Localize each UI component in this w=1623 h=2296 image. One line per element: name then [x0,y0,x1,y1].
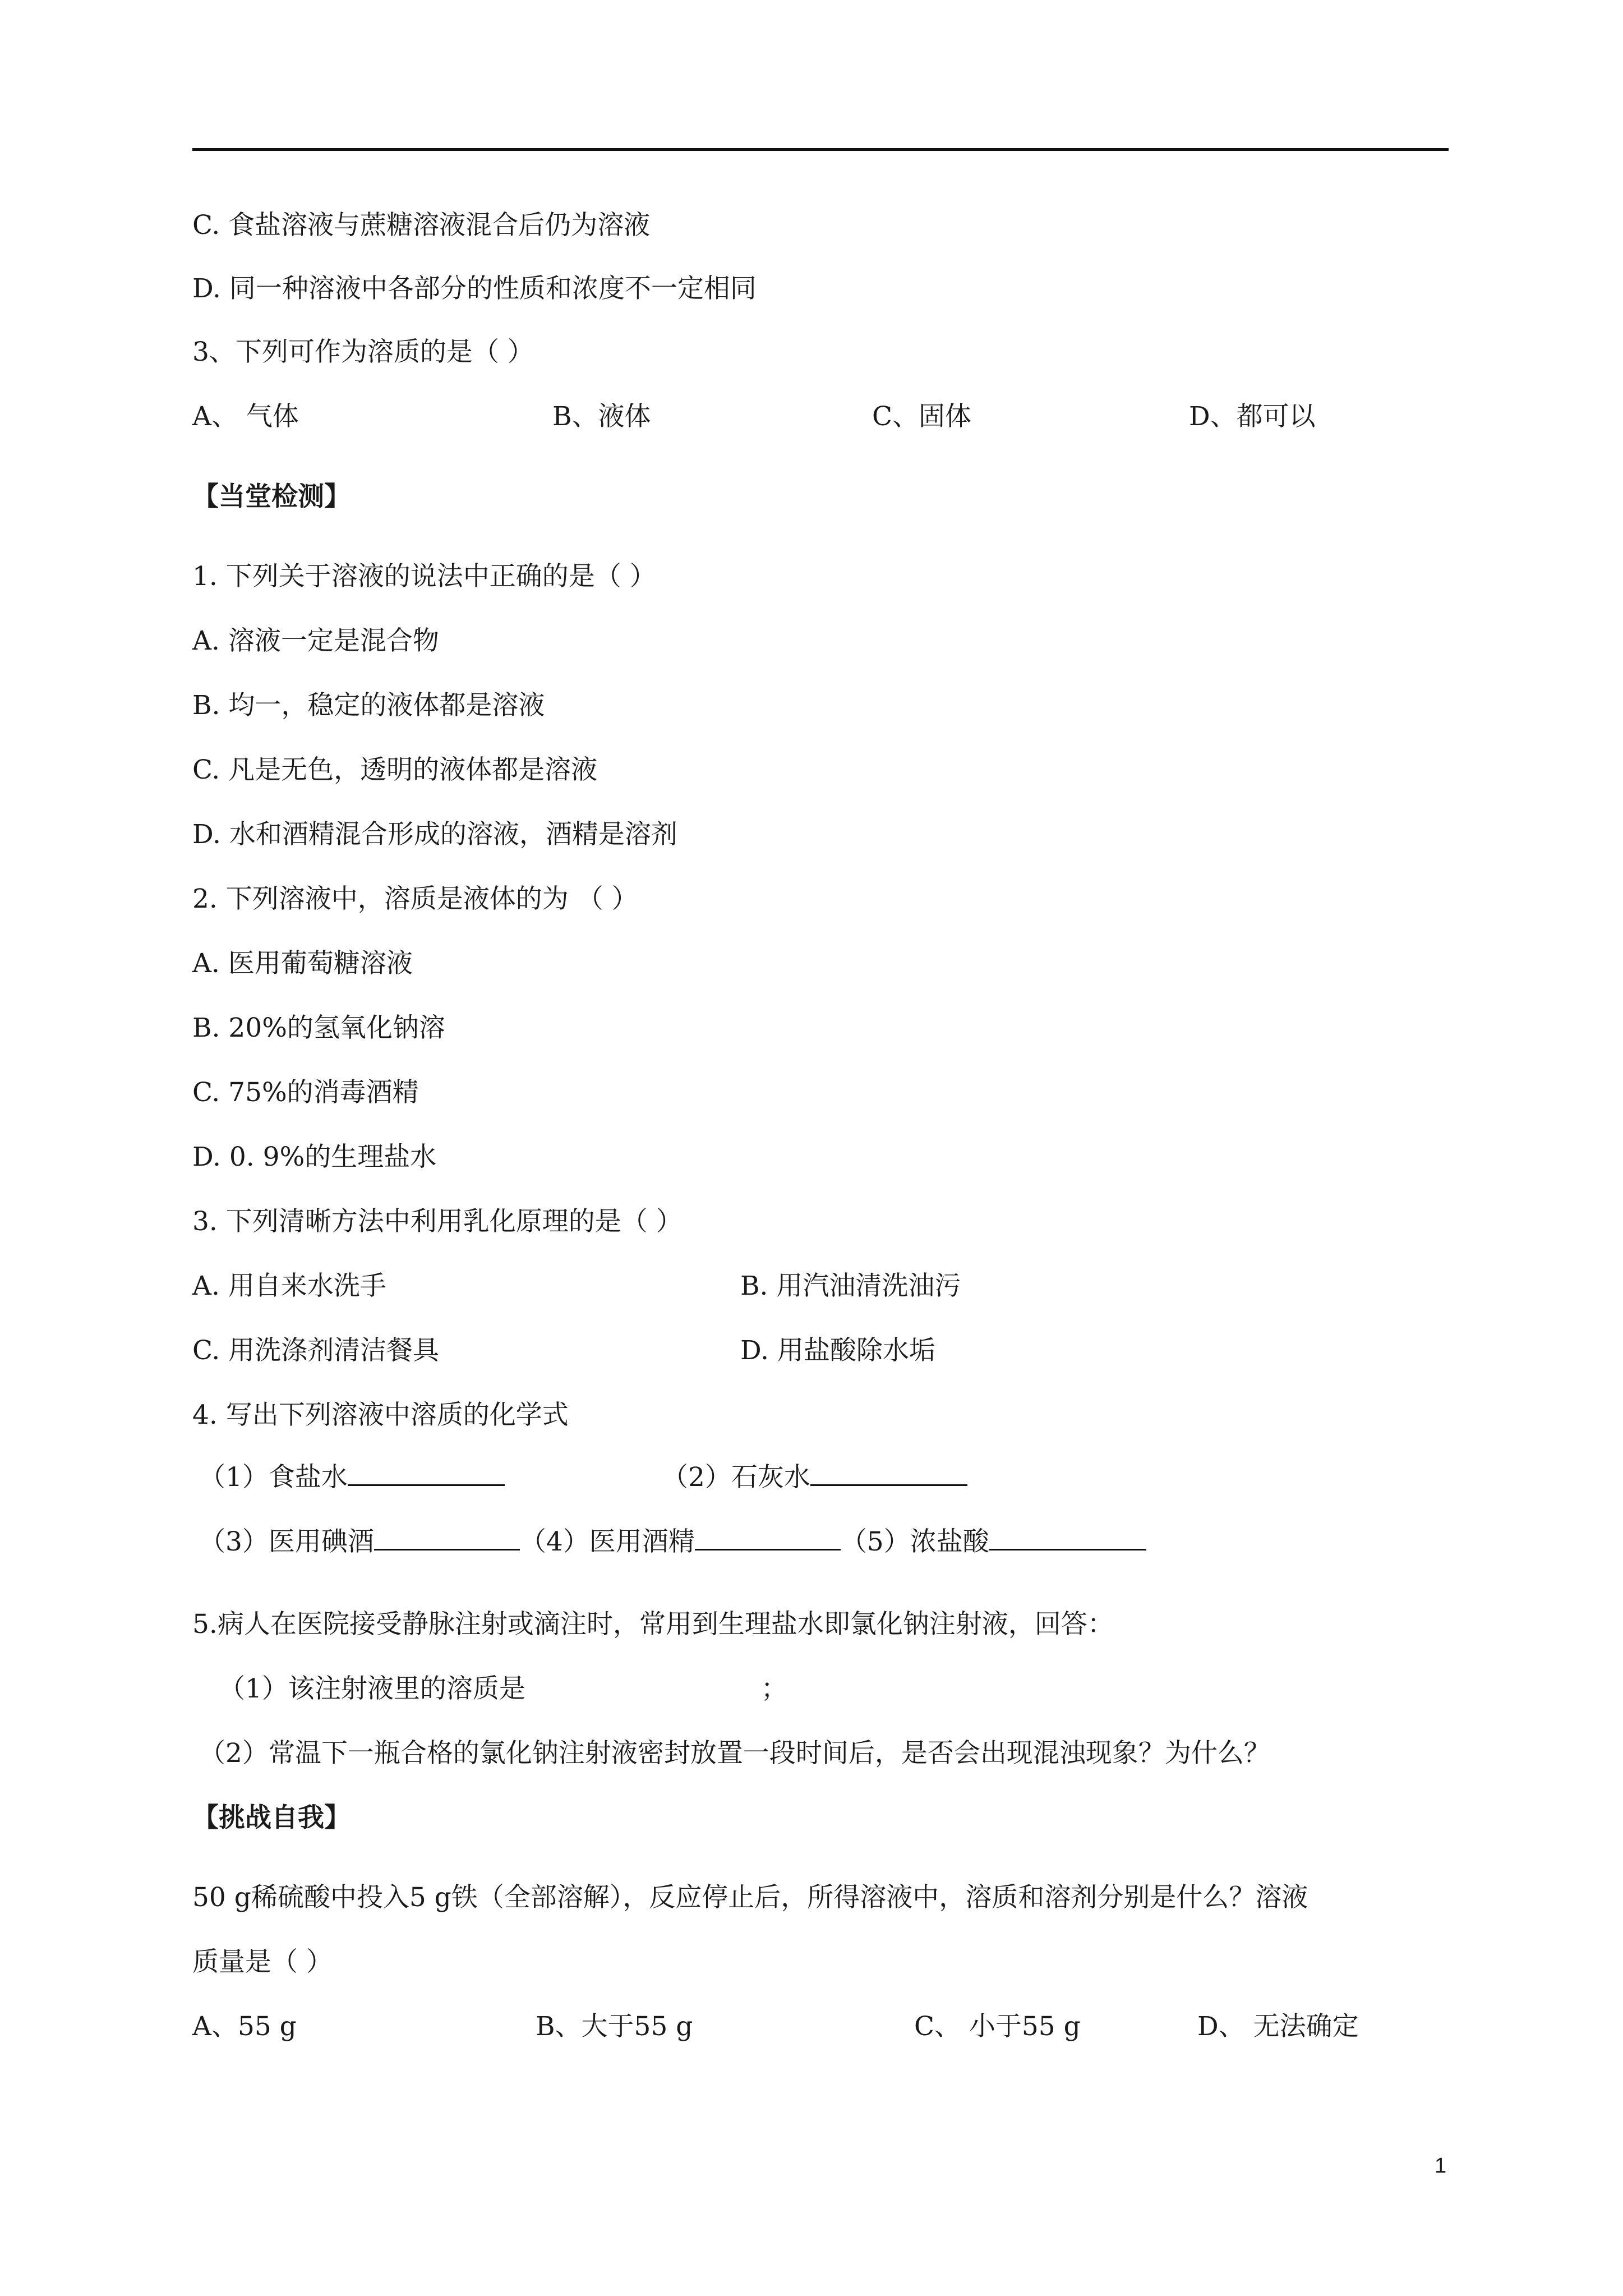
check-q5-sub1 [219,1672,787,1706]
check-q4-item-2 [662,1458,967,1494]
check-q2-d: D. 0. 9%的生理盐水 [192,1142,437,1172]
item-label: （5）浓盐酸 [840,1526,989,1557]
sub-question: （1）该注射液里的溶质是 [219,1673,525,1704]
check-q2-text: 2. 下列溶液中，溶质是液体的为 （ ） [192,884,638,914]
check-q1-text: 1. 下列关于溶液的说法中正确的是（ ） [192,561,656,592]
challenge-option-b: B、大于55 g [536,2011,693,2042]
check-q3-text: 3. 下列清晰方法中利用乳化原理的是（ ） [192,1206,683,1237]
check-q3-a: A. 用自来水洗手 [192,1271,386,1301]
check-q2-c: C. 75%的消毒酒精 [192,1077,419,1108]
check-q4-item-1 [199,1458,505,1494]
answer-blank [695,1523,841,1550]
check-q1-c: C. 凡是无色，透明的液体都是溶液 [192,754,598,785]
question-3-text: 3、下列可作为溶质的是（ ） [192,337,534,367]
punctuation: ； [760,1673,787,1704]
option-d-line: D. 同一种溶液中各部分的性质和浓度不一定相同 [192,273,757,304]
q3-option-a: A、 气体 [192,401,299,432]
check-q3-b: B. 用汽油清洗油污 [740,1271,961,1301]
check-q4-text: 4. 写出下列溶液中溶质的化学式 [192,1400,569,1430]
q3-option-b: B、液体 [552,401,651,432]
check-q2-a: A. 医用葡萄糖溶液 [192,948,413,979]
check-q1-b: B. 均一，稳定的液体都是溶液 [192,690,545,721]
check-q3-c: C. 用洗涤剂清洁餐具 [192,1335,440,1366]
challenge-option-a: A、55 g [192,2011,297,2042]
answer-blank [374,1523,520,1550]
section-heading-check: 【当堂检测】 [192,481,351,512]
q3-option-d: D、都可以 [1189,401,1316,432]
option-c-line: C. 食盐溶液与蔗糖溶液混合后仍为溶液 [192,210,651,241]
check-q5-sub2: （2）常温下一瓶合格的氯化钠注射液密封放置一段时间后，是否会出现混浊现象？为什么？ [199,1738,1270,1769]
answer-blank [810,1458,967,1486]
page-number: 1 [1435,2154,1447,2178]
item-label: （3）医用碘酒 [199,1526,374,1557]
challenge-option-d: D、 无法确定 [1197,2011,1359,2042]
challenge-text-line-2: 质量是（ ） [192,1947,333,1977]
section-heading-challenge: 【挑战自我】 [192,1802,351,1833]
item-label: （1）食盐水 [199,1462,348,1493]
check-q1-d: D. 水和酒精混合形成的溶液，酒精是溶剂 [192,819,677,850]
check-q3-d: D. 用盐酸除水垢 [740,1335,935,1366]
challenge-option-c: C、 小于55 g [914,2011,1081,2042]
item-label: （2）石灰水 [662,1462,810,1493]
answer-blank [989,1523,1146,1550]
check-q5-text: 5.病人在医院接受静脉注射或滴注时，常用到生理盐水即氯化钠注射液，回答： [192,1609,1114,1640]
header-rule [192,148,1449,151]
challenge-text-line-1: 50 g稀硫酸中投入5 g铁（全部溶解），反应停止后，所得溶液中，溶质和溶剂分别是什么？溶液 [192,1882,1308,1913]
check-q2-b: B. 20%的氢氧化钠溶 [192,1013,445,1043]
check-q1-a: A. 溶液一定是混合物 [192,625,439,656]
item-label: （4）医用酒精 [519,1526,695,1557]
check-q4-items-3-5 [199,1523,1146,1559]
answer-blank [348,1458,505,1486]
q3-option-c: C、固体 [872,401,971,432]
